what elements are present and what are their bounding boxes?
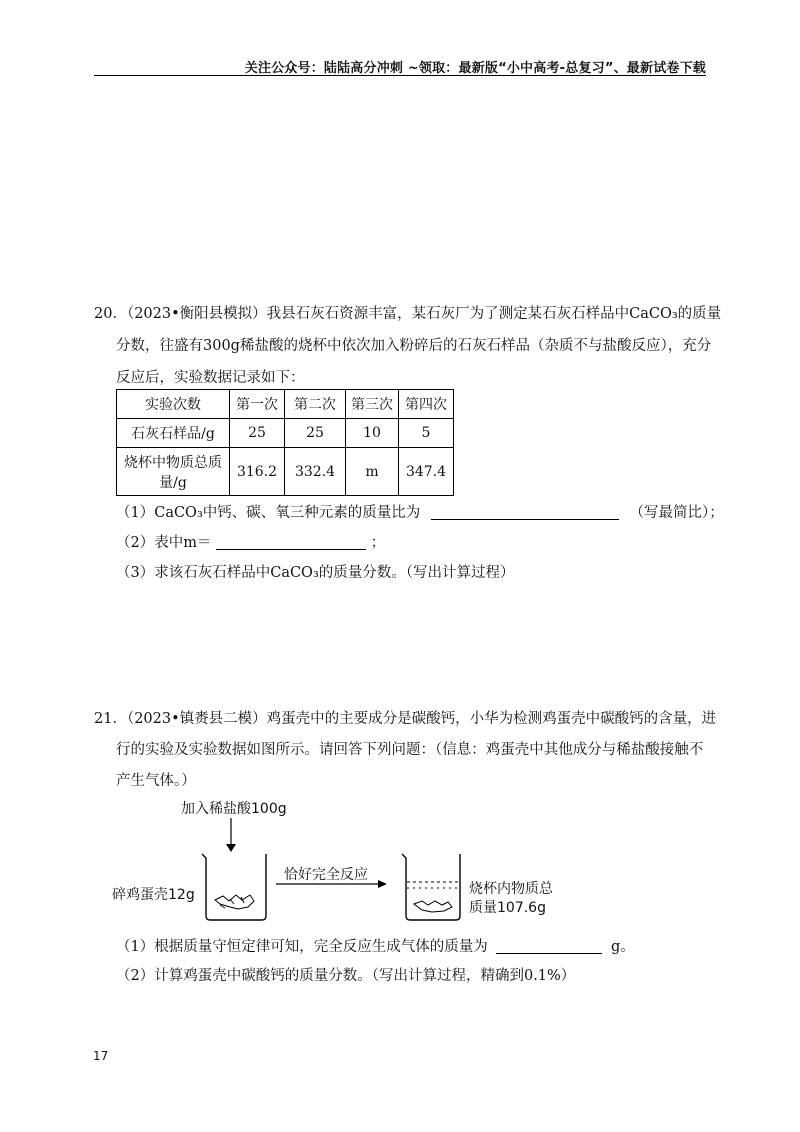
table-header-cell: 第三次 — [346, 390, 399, 419]
answer-blank-gas-mass[interactable] — [496, 938, 602, 954]
q21-sub1-text: （1）根据质量守恒定律可知，完全反应生成气体的质量为 — [116, 939, 488, 955]
table-row-label-a: 烧杯中物质总质 — [124, 454, 222, 471]
table-cell: m — [346, 448, 399, 496]
table-cell: 332.4 — [285, 448, 346, 496]
q21-line2: 行的实验及实验数据如图所示。请回答下列问题：（信息：鸡蛋壳中其他成分与稀盐酸接触不 — [116, 742, 704, 758]
table-row — [117, 419, 454, 448]
page-header: 关注公众号：陆陆高分冲刺 ~领取：最新版“小中高考-总复习”、最新试卷下载 — [244, 61, 706, 76]
q20-sub2-suffix: ； — [370, 535, 386, 551]
q20-sub1-suffix: （写最简比）； — [629, 505, 724, 521]
right-arrow-head-icon — [378, 880, 387, 888]
beaker-left-icon — [202, 854, 266, 920]
q20-sub1 — [116, 501, 724, 522]
add-acid-label: 加入稀盐酸100g — [181, 801, 287, 817]
q21-line3: 产生气体。） — [116, 773, 196, 789]
table-cell: 25 — [230, 419, 285, 448]
table-row-label-b: 量/g — [159, 474, 187, 491]
beaker-right-icon — [402, 854, 460, 920]
figure-drawing — [110, 796, 580, 926]
table-row — [117, 390, 454, 419]
page-number: 17 — [93, 1049, 109, 1063]
q20-sub2-text: （2）表中m＝ — [116, 535, 212, 551]
q20-sub1-text: （1）CaCO₃中钙、碳、氧三种元素的质量比为 — [116, 505, 421, 521]
table-cell: 5 — [399, 419, 454, 448]
table-cell: 347.4 — [399, 448, 454, 496]
eggshell-label: 碎鸡蛋壳12g — [112, 887, 195, 903]
reaction-label: 恰好完全反应 — [284, 867, 368, 883]
header-rule — [94, 75, 706, 76]
mass-label-a: 烧杯内物质总 — [469, 881, 553, 897]
table-cell: 316.2 — [230, 448, 285, 496]
table-cell: 石灰石样品/g — [117, 419, 230, 448]
q20-sub3: （3）求该石灰石样品中CaCO₃的质量分数。（写出计算过程） — [116, 565, 515, 581]
q21-sub2: （2）计算鸡蛋壳中碳酸钙的质量分数。（写出计算过程，精确到0.1%） — [116, 968, 576, 984]
table-row — [117, 448, 454, 496]
table-cell — [117, 448, 230, 496]
table-cell: 25 — [285, 419, 346, 448]
q20-line1: 20．（2023•衡阳县模拟）我县石灰石资源丰富，某石灰厂为了测定某石灰石样品中CaCO₃的质量 — [94, 306, 722, 322]
q21-line1: 21．（2023•镇赉县二模）鸡蛋壳中的主要成分是碳酸钙，小华为检测鸡蛋壳中碳酸钙的含量，进 — [94, 711, 717, 727]
table-header-cell: 实验次数 — [117, 390, 230, 419]
mass-label-b: 质量107.6g — [469, 900, 546, 916]
q21-sub1 — [116, 935, 635, 956]
table-header-cell: 第二次 — [285, 390, 346, 419]
q20-line3: 反应后，实验数据记录如下： — [116, 370, 305, 386]
answer-blank-ratio[interactable] — [431, 504, 619, 520]
table-header-cell: 第四次 — [399, 390, 454, 419]
experiment-figure — [110, 796, 580, 926]
table-header-cell: 第一次 — [230, 390, 285, 419]
answer-blank-m[interactable] — [216, 534, 366, 550]
table-cell: 10 — [346, 419, 399, 448]
q20-line2: 分数，往盛有300g稀盐酸的烧杯中依次加入粉碎后的石灰石样品（杂质不与盐酸反应），充分 — [116, 338, 712, 354]
q21-sub1-suffix: g。 — [610, 939, 635, 955]
down-arrow-head-icon — [226, 844, 236, 852]
data-table — [116, 389, 454, 496]
q20-sub2 — [116, 531, 385, 552]
